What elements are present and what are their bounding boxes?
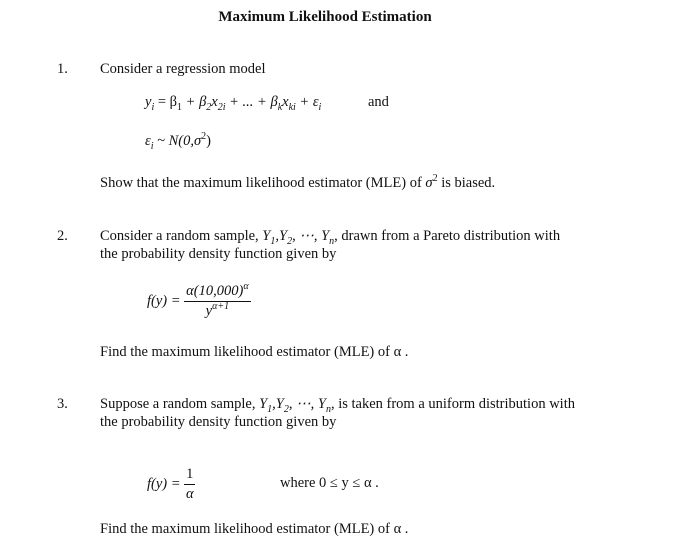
q1-intro: Consider a regression model <box>100 61 266 77</box>
q2-line1: Consider a random sample, $Y_1,Y_2$, ⋯, $Y_n$, drawn from a Pareto distribution with <box>100 228 561 247</box>
page-title: Maximum Likelihood Estimation <box>218 9 432 25</box>
q2-line2: the probability density function given by <box>100 246 337 262</box>
q3-where-condition: where 0 ≤ y ≤ α . <box>280 475 379 491</box>
q1-and-label: and <box>368 94 389 110</box>
q3-task: Find the maximum likelihood estimator (MLE) of α . <box>100 521 409 537</box>
q3-pdf-equation: f(y) = $\frac{1}{\alpha}$ <box>147 466 194 502</box>
q3-number: 3. <box>57 396 68 412</box>
q2-pdf-equation: f(y) = $\frac{\alpha(10,000)^\alpha}{y^{\alpha+1}}$ <box>147 281 249 319</box>
q3-line2: the probability density function given by <box>100 414 337 430</box>
q2-number: 2. <box>57 228 68 244</box>
q1-number: 1. <box>57 61 68 77</box>
q1-task: Show that the maximum likelihood estimator (MLE) of $\sigma^2$ is biased. <box>100 173 496 191</box>
q3-line1: Suppose a random sample, $Y_1,Y_2$, ⋯, $Y_n$, is taken from a uniform distribution with <box>100 396 575 415</box>
q1-error-distribution: $\varepsilon_i$ ~ $N(0,\sigma^2)$ <box>145 131 211 152</box>
q1-regression-equation: $y_i = \beta_1 + \beta_2x_{2i}$ + ... + $\beta_kx_{ki} + \varepsilon_i$ <box>145 94 322 113</box>
q2-task: Find the maximum likelihood estimator (MLE) of α . <box>100 344 409 360</box>
